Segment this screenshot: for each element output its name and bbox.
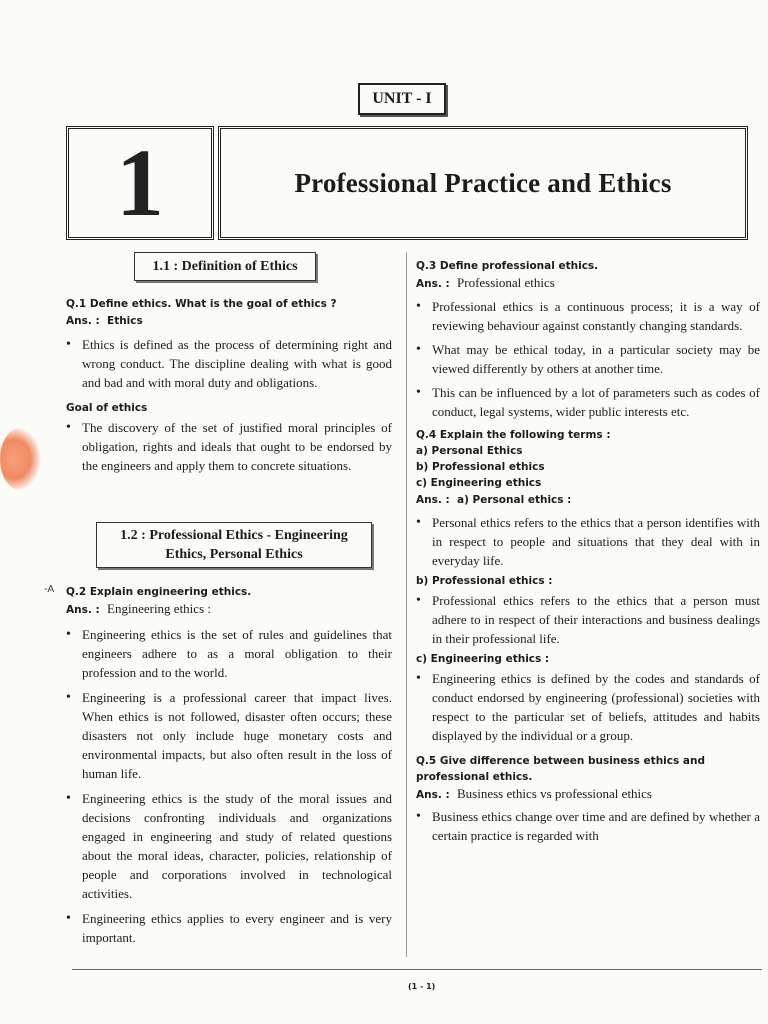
unit-label: UNIT - I [372, 90, 432, 107]
bullet-dot-icon: • [66, 690, 71, 705]
answer-5-heading [416, 785, 760, 804]
bullet-text: The discovery of the set of justified moral principles of obligation, rights and ideals that ought to be endorsed by the engineers and apply them to concrete situations. [82, 420, 392, 473]
question-4: Q.4 Explain the following terms : [416, 429, 611, 441]
bullet-text: Engineering ethics applies to every engineer and is very important. [82, 911, 392, 945]
bullet-text: Engineering ethics is the set of rules and guidelines that engineers adhere to as a moral obligation to their profession and to the world. [82, 627, 392, 680]
answer-title: Business ethics vs professional ethics [457, 786, 652, 801]
answer-label: Ans. : [416, 789, 450, 801]
bullet-dot-icon: • [416, 593, 421, 608]
answer-title: Professional ethics [457, 275, 555, 290]
answer-label: Ans. : [66, 604, 100, 616]
bullet-dot-icon: • [66, 791, 71, 806]
bullet-item [66, 909, 392, 947]
answer-title: Ethics [107, 315, 143, 327]
q3-block [416, 258, 760, 845]
question-4-part-b: b) Professional ethics [416, 461, 545, 473]
chapter-number: 1 [116, 129, 164, 236]
bullet-text: This can be influenced by a lot of parameters such as codes of conduct, legal systems, wider public interests etc. [432, 385, 760, 419]
question-1: Q.1 Define ethics. What is the goal of ethics ? [66, 298, 337, 310]
bullet-text: Ethics is defined as the process of determining right and wrong conduct. The discipline dealing with what is good and bad and with moral duty and obligations. [82, 337, 392, 390]
question-4-part-c: c) Engineering ethics [416, 477, 542, 489]
bullet-text: Business ethics change over time and are defined by whether a certain practice is regarded with [432, 809, 760, 843]
bullet-text: Professional ethics refers to the ethics that a person must adhere to in respect of their interactions and business dealings in their professional life. [432, 593, 760, 646]
bullet-dot-icon: • [416, 809, 421, 824]
answer-title: Engineering ethics : [107, 601, 211, 616]
chapter-title: Professional Practice and Ethics [294, 167, 672, 198]
footer-rule [72, 969, 762, 970]
bullet-text: Engineering ethics is the study of the moral issues and decisions confronting individuals and organizations engaged in engineering and study of related questions about the moral ideas, character, policies, relationship of people and corporations involved in technological activities. [82, 791, 392, 901]
bullet-dot-icon: • [416, 671, 421, 686]
bullet-dot-icon: • [416, 299, 421, 314]
bullet-item [416, 513, 760, 570]
bullet-dot-icon: • [416, 342, 421, 357]
bullet-item [66, 789, 392, 903]
bullet-item [416, 340, 760, 378]
bullet-item [66, 335, 392, 392]
section-title-line2: Ethics, Personal Ethics [165, 547, 303, 562]
answer-label: Ans. : [416, 278, 450, 290]
bullet-dot-icon: • [416, 385, 421, 400]
bullet-text: Personal ethics refers to the ethics that a person identifies with in respect to people and situations that they deal with in everyday life. [432, 515, 760, 568]
bullet-dot-icon: • [66, 911, 71, 926]
bullet-item [416, 807, 760, 845]
bullet-item [66, 625, 392, 682]
bullet-text: Engineering is a professional career that impact lives. When ethics is not followed, disaster often occurs; these disasters not only include huge monetary costs and environmental impacts, but also often result in the loss of human life. [82, 690, 392, 781]
bullet-item [66, 688, 392, 783]
bullet-dot-icon: • [66, 420, 71, 435]
q2-block [66, 584, 392, 947]
answer-label: Ans. : [416, 494, 450, 506]
question-5: Q.5 Give difference between business ethics and professional ethics. [416, 755, 705, 783]
bullet-item [416, 669, 760, 745]
column-divider [406, 252, 407, 957]
bullet-item [66, 418, 392, 475]
section-title-line1: 1.2 : Professional Ethics - Engineering [120, 528, 348, 543]
margin-mark: -A [44, 584, 55, 595]
bullet-dot-icon: • [66, 337, 71, 352]
section-title: 1.1 : Definition of Ethics [152, 259, 298, 274]
bullet-dot-icon: • [416, 515, 421, 530]
thumb-smudge [0, 428, 40, 490]
page-number: (1 - 1) [408, 982, 436, 991]
bullet-item [416, 591, 760, 648]
bullet-item [416, 383, 760, 421]
answer-title: a) Personal ethics : [457, 494, 572, 506]
question-2: Q.2 Explain engineering ethics. [66, 586, 252, 598]
answer-label: Ans. : [66, 315, 100, 327]
answer-2-heading [66, 600, 392, 619]
answer-1-heading [66, 312, 392, 330]
unit-heading [358, 83, 446, 115]
label-engineering-ethics: c) Engineering ethics : [416, 653, 550, 665]
bullet-text: Professional ethics is a continuous process; it is a way of reviewing behaviour against constantly changing standards. [432, 299, 760, 333]
q1-block [66, 296, 392, 475]
question-4-part-a: a) Personal Ethics [416, 445, 523, 457]
answer-3-heading [416, 274, 760, 293]
bullet-dot-icon: • [66, 627, 71, 642]
chapter-title-box [218, 126, 748, 240]
answer-4-heading [416, 491, 760, 509]
goal-label: Goal of ethics [66, 402, 148, 414]
bullet-text: What may be ethical today, in a particular society may be viewed differently by others at another time. [432, 342, 760, 376]
bullet-text: Engineering ethics is defined by the codes and standards of conduct endorsed by engineering (professional) societies with respect to the particular set of beliefs, attitudes and habits displayed by the individual or a group. [432, 671, 760, 743]
section-heading-1-2 [96, 522, 372, 568]
question-3: Q.3 Define professional ethics. [416, 260, 599, 272]
chapter-number-box [66, 126, 214, 240]
bullet-item [416, 297, 760, 335]
section-heading-1-1 [134, 252, 316, 281]
label-professional-ethics: b) Professional ethics : [416, 575, 553, 587]
